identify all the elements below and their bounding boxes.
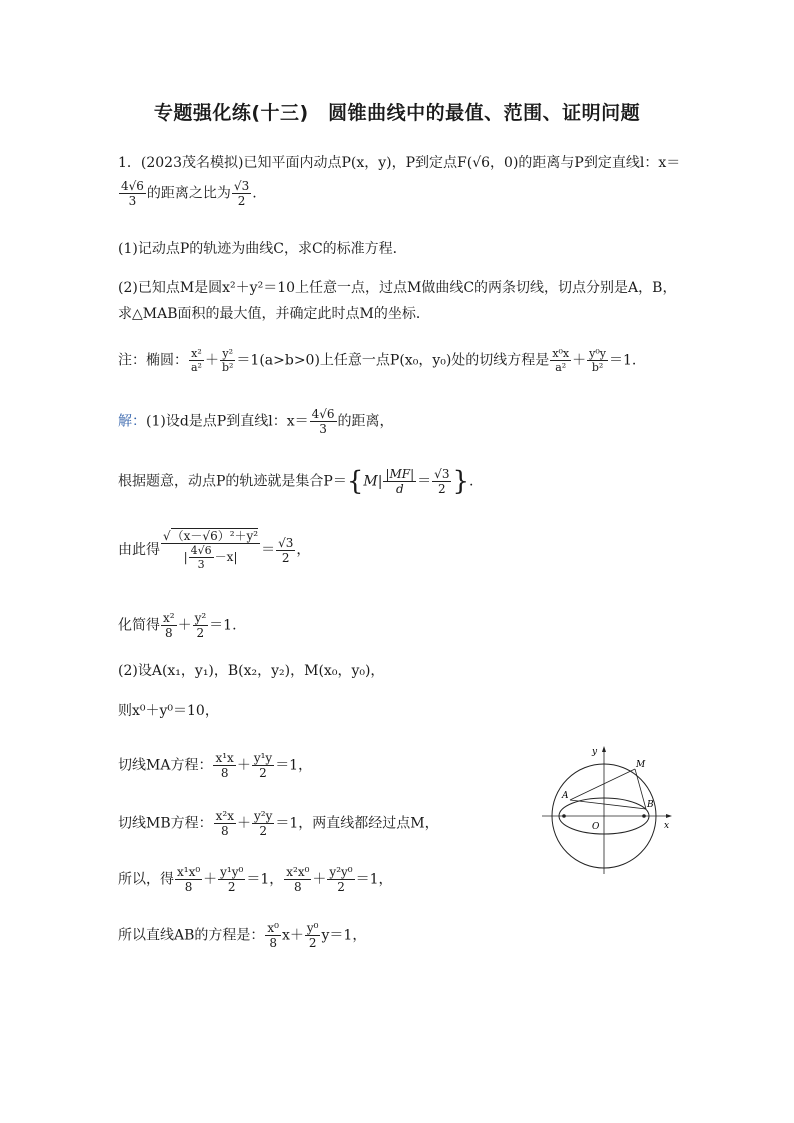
q1-part2-line1: (2)已知点M是圆x²＋y²＝10上任意一点，过点M做曲线C的两条切线，切点分别是A，B， xyxy=(118,280,677,296)
x-axis-arrow xyxy=(666,814,672,818)
q1-text-b: F(√6，0)的距离与 xyxy=(457,155,575,171)
solution-s10b: ＝1， xyxy=(329,927,367,944)
frac-x0-8: $\frac{\text{x⁰}}{8}$ xyxy=(267,921,279,950)
solution-s3a: 由此得 xyxy=(118,542,160,558)
frac-y0y-b2: $\frac{\text{y⁰y}}{\text{b²}}$ xyxy=(589,347,606,374)
frac-x0x-a2: $\frac{\text{x⁰x}}{\text{a²}}$ xyxy=(552,347,570,374)
solution-s2a: 根据题意，动点P的轨迹就是集合P＝ xyxy=(118,473,347,490)
note-end: ＝1. xyxy=(608,352,637,369)
frac-y1y-2: $\frac{\text{y¹y}}{2}$ xyxy=(253,751,273,780)
frac-y1y0-2: $\frac{\text{y¹y⁰}}{2}$ xyxy=(220,865,244,894)
frac-den: 2 xyxy=(237,194,246,208)
frac-distance-ratio: √（x－√6）²＋y² | $\frac{4√6}{3}$ －x| xyxy=(163,529,259,571)
frac-x2-8: $\frac{\text{x²}}{8}$ xyxy=(163,611,175,640)
q1-text-c: P到定直线 xyxy=(574,155,640,171)
q1-frac-4sqrt6-3 xyxy=(119,180,146,207)
solution-line7: 切线MA方程： $\frac{\text{x¹x}}{8}$ ＋ $\frac{\text{y¹y}}{2}$ ＝1， xyxy=(118,751,313,780)
solution-line4: 化简得 $\frac{\text{x²}}{8}$ ＋ $\frac{\text{y²}}{2}$ ＝1. xyxy=(118,611,237,640)
focus-right xyxy=(642,814,646,818)
page-title: 专题强化练(十三) 圆锥曲线中的最值、范围、证明问题 xyxy=(153,102,641,124)
frac-x2x0-8: $\frac{\text{x²x⁰}}{8}$ xyxy=(286,865,310,894)
solution-line1 xyxy=(118,408,394,435)
frac-y2-2: $\frac{\text{y²}}{2}$ xyxy=(194,611,207,640)
solution-s9c: ＝1， xyxy=(355,871,393,888)
solution-s7b: ＝1， xyxy=(275,757,313,774)
solution-s4b: ＝1. xyxy=(209,617,237,634)
solution-line10: 所以直线AB的方程是： $\frac{\text{x⁰}}{8}$ x＋ $\frac{\text{y⁰}}{2}$ y＝1， xyxy=(118,921,367,950)
solution-line9: 所以，得 $\frac{\text{x¹x⁰}}{8}$ ＋ $\frac{\text{y¹y⁰}}{2}$ ＝1， $\frac{\text{x²x⁰}}{8}$ ＋ $\frac{\text{y²y⁰}}{2}$ ＝1， xyxy=(118,865,393,894)
label-y: y xyxy=(592,747,598,757)
frac-y2y0-2: $\frac{\text{y²y⁰}}{2}$ xyxy=(329,865,353,894)
label-x: x xyxy=(664,821,670,831)
solution-s8b: ＝1，两直线都经过点M， xyxy=(275,815,439,832)
note-line: 注：椭圆： $\frac{\text{x²}}{\text{a²}}$ ＋ $\frac{\text{y²}}{\text{b²}}$ ＝1(a>b>0)上任意一点P(x₀，y₀)处的切线方程是 $\frac{\text{x⁰x}}{\text{a²}}$ ＋ $\frac{\text{y⁰y}}{\text{b²}}$ ＝1. xyxy=(118,347,637,374)
focus-left xyxy=(562,814,566,818)
frac-den: 3 xyxy=(128,194,137,208)
frac-x2x-8: $\frac{\text{x²x}}{8}$ xyxy=(215,809,234,838)
q1-line2 xyxy=(118,180,257,207)
frac-sqrt3-2: $\frac{√3}{2}$ xyxy=(278,535,294,565)
label-o: O xyxy=(592,822,600,832)
q1-ratio-text: 的距离之比为 xyxy=(146,185,231,202)
solution-s7a: 切线MA方程： xyxy=(118,757,213,774)
q1-frac-sqrt3-2 xyxy=(232,180,251,207)
note-condition: ＝1(a>b>0)上任意一点P(x₀，y₀)处的切线方程是 xyxy=(236,352,550,369)
frac-mf-d: $\frac{|MF|}{d}$ xyxy=(385,467,415,496)
segment-am xyxy=(570,769,635,800)
label-b: B xyxy=(647,800,654,810)
y-axis-arrow xyxy=(602,746,606,752)
solution-s1a: (1)设d是点P到直线l：x＝ xyxy=(146,413,309,430)
q1-prefix: 1．(2023茂名模拟)已知平面内动点 xyxy=(118,155,342,171)
label-m: M xyxy=(636,760,646,770)
solution-line8: 切线MB方程： $\frac{\text{x²x}}{8}$ ＋ $\frac{\text{y²y}}{2}$ ＝1，两直线都经过点M， xyxy=(118,809,439,838)
solution-s9a: 所以，得 xyxy=(118,871,174,888)
frac-num: √3 xyxy=(233,179,250,193)
frac-y0-2: $\frac{\text{y⁰}}{2}$ xyxy=(306,921,319,950)
solution-s10a: 所以直线AB的方程是： xyxy=(118,927,265,944)
solution-s1b: 的距离， xyxy=(337,413,394,430)
segment-mb xyxy=(635,769,646,809)
solution-line5: (2)设A(x₁，y₁)，B(x₂，y₂)，M(x₀，y₀)， xyxy=(118,663,385,679)
frac-x1x-8: $\frac{\text{x¹x}}{8}$ xyxy=(215,751,234,780)
frac-y2-b2: $\frac{\text{y²}}{\text{b²}}$ xyxy=(221,347,234,374)
label-a: A xyxy=(562,791,569,801)
solution-s9b: ＝1， xyxy=(246,871,284,888)
frac-sqrt3-2: $\frac{√3}{2}$ xyxy=(434,467,450,496)
solution-s8a: 切线MB方程： xyxy=(118,815,213,832)
solution-line6: 则x⁰＋y⁰＝10， xyxy=(118,703,219,719)
solution-s4a: 化简得 xyxy=(118,617,160,634)
solution-line2: 根据题意，动点P的轨迹就是集合P＝{M| $\frac{|MF|}{d}$ ＝ $\frac{√3}{2}$ }. xyxy=(118,466,474,497)
q1-text-a: P(x，y)，P到定点 xyxy=(341,155,458,171)
frac-y2y-2: $\frac{\text{y²y}}{2}$ xyxy=(253,809,273,838)
q1-line1 xyxy=(118,156,680,170)
q1-end: . xyxy=(252,185,257,202)
q1-part2-line2: 求△MAB面积的最大值，并确定此时点M的坐标． xyxy=(118,306,430,322)
frac-num: 4√6 xyxy=(121,179,144,193)
frac-x2-a2: $\frac{\text{x²}}{\text{a²}}$ xyxy=(191,347,202,374)
q1-text-d: l：x＝ xyxy=(639,155,681,171)
frac-x1x0-8: $\frac{\text{x¹x⁰}}{8}$ xyxy=(177,865,201,894)
frac-4sqrt6-3: $\frac{4√6}{3}$ xyxy=(311,407,335,436)
note-prefix: 注：椭圆： xyxy=(118,352,188,369)
ellipse-circle-diagram xyxy=(538,738,678,878)
segment-ab xyxy=(570,800,646,809)
q1-part1: (1)记动点P的轨迹为曲线C，求C的标准方程． xyxy=(118,241,407,257)
solution-line3: 由此得 √（x－√6）²＋y² | $\frac{4√6}{3}$ －x| ＝ $\frac{√3}{2}$ ， xyxy=(118,529,311,571)
solution-label: 解： xyxy=(118,413,146,430)
